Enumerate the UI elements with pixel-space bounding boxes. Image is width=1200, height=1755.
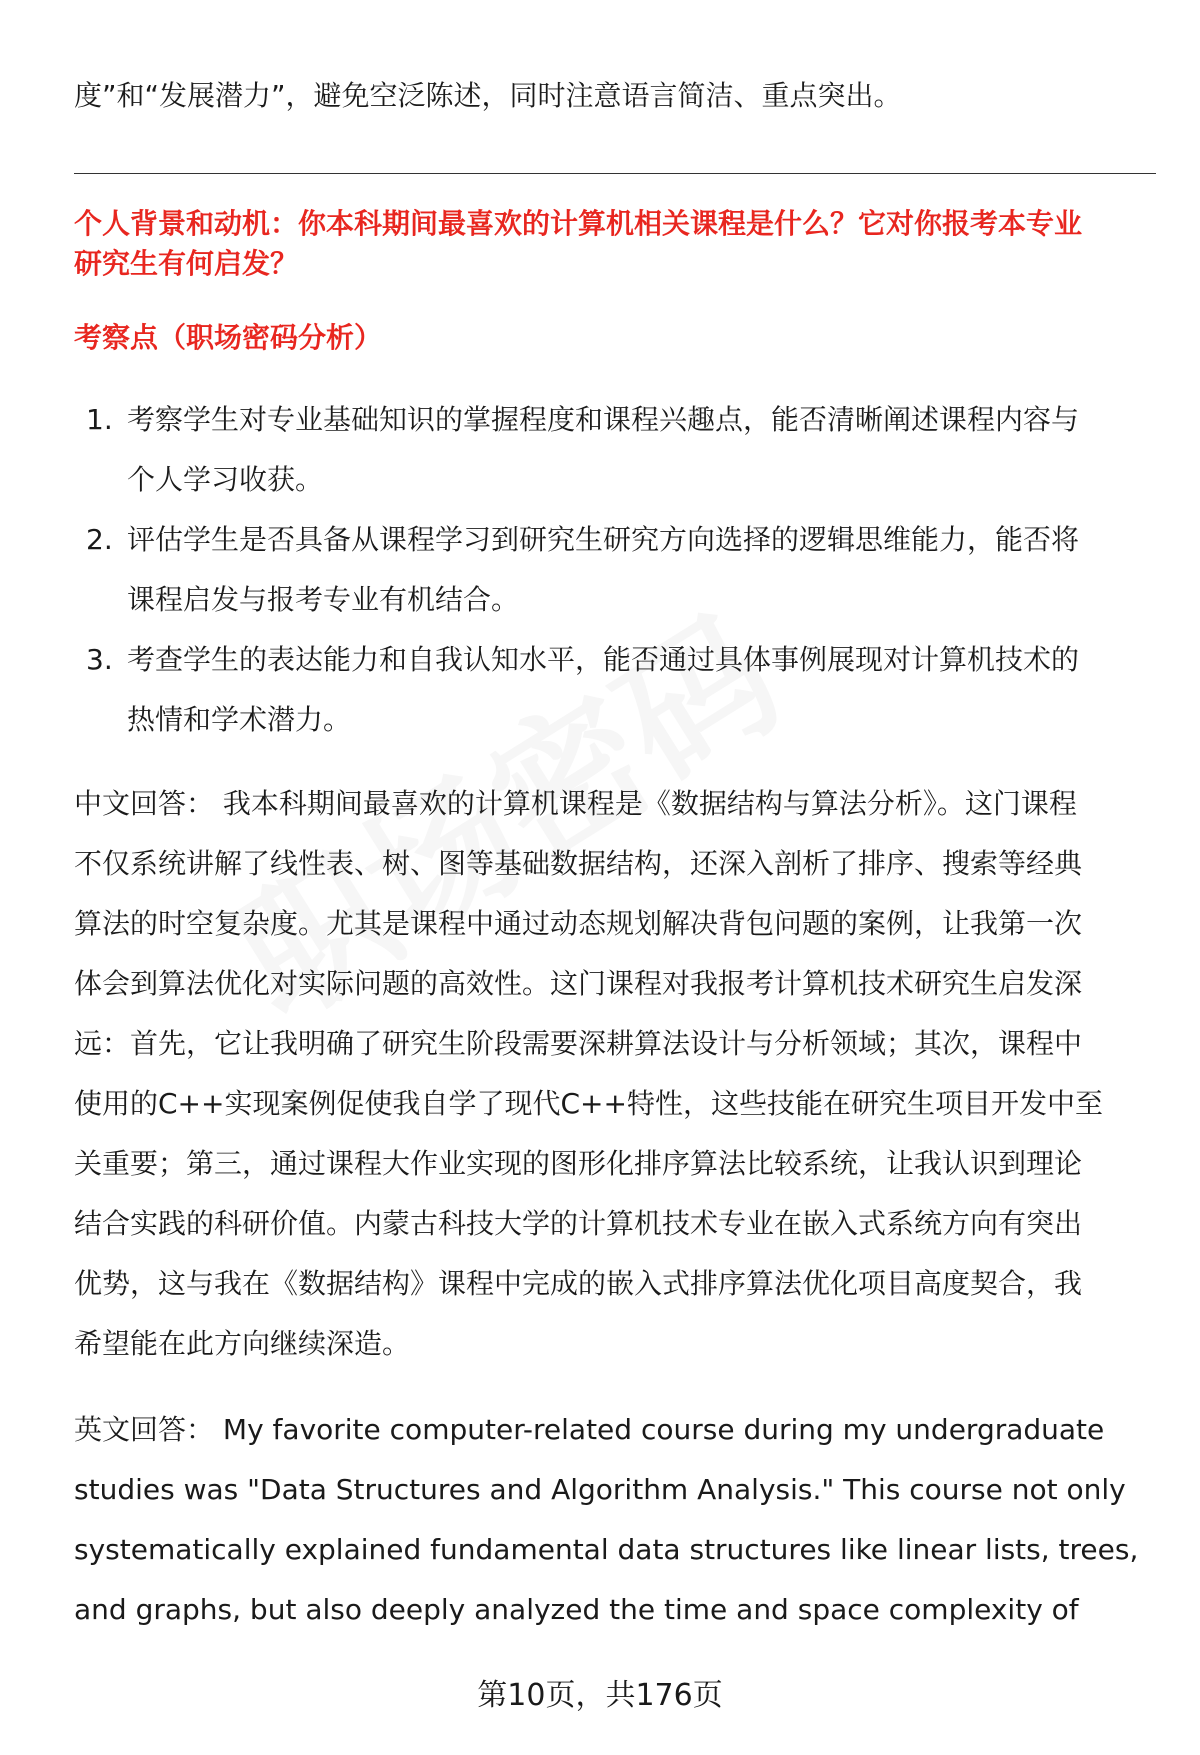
list-item-line: 个人学习收获。	[127, 463, 324, 496]
english-answer-label: 英文回答：	[74, 1413, 215, 1446]
answer-line: 使用的C++实现案例促使我自学了现代C++特性，这些技能在研究生项目开发中至	[74, 1087, 1103, 1120]
list-item-line: 课程启发与报考专业有机结合。	[127, 583, 520, 616]
answer-text: 我本科期间最喜欢的计算机课程是《数据结构与算法分析》。这门课程	[222, 787, 1077, 820]
chinese-answer-label: 中文回答：	[74, 787, 215, 820]
question-title	[74, 204, 1082, 284]
answer-line: 优势，这与我在《数据结构》课程中完成的嵌入式排序算法优化项目高度契合，我	[74, 1267, 1083, 1300]
section-divider	[74, 173, 1156, 174]
intro-line: 度”和“发展潜力”，避免空泛陈述，同时注意语言简洁、重点突出。	[74, 79, 902, 112]
answer-line: studies was "Data Structures and Algorithm Analysis." This course not only	[74, 1473, 1126, 1506]
page-footer: 第10页，共176页	[477, 1678, 723, 1713]
chinese-answer	[74, 774, 1103, 1374]
list-item-line: 热情和学术潜力。	[127, 703, 352, 736]
question-title-line: 个人背景和动机：你本科期间最喜欢的计算机相关课程是什么？它对你报考本专业	[74, 207, 1083, 240]
answer-text: My favorite computer-related course during my undergraduate	[222, 1413, 1105, 1446]
english-answer	[74, 1400, 1138, 1640]
answer-line	[74, 1400, 1138, 1460]
answer-line: 希望能在此方向继续深造。	[74, 1327, 411, 1360]
list-number: 2.	[86, 523, 113, 556]
answer-line	[74, 774, 1103, 834]
list-number: 1.	[86, 403, 113, 436]
list-item	[74, 510, 1079, 630]
document-page	[74, 0, 1156, 1755]
answer-line: 远：首先，它让我明确了研究生阶段需要深耕算法设计与分析领域；其次，课程中	[74, 1027, 1083, 1060]
question-title-line: 研究生有何启发？	[74, 247, 299, 280]
list-item	[74, 390, 1079, 510]
answer-line: 体会到算法优化对实际问题的高效性。这门课程对我报考计算机技术研究生启发深	[74, 967, 1083, 1000]
list-item	[74, 630, 1079, 750]
assessment-title: 考察点（职场密码分析）	[74, 321, 383, 354]
answer-line: 结合实践的科研价值。内蒙古科技大学的计算机技术专业在嵌入式系统方向有突出	[74, 1207, 1083, 1240]
answer-line: 算法的时空复杂度。尤其是课程中通过动态规划解决背包问题的案例，让我第一次	[74, 907, 1083, 940]
list-item-line: 考察学生对专业基础知识的掌握程度和课程兴趣点，能否清晰阐述课程内容与	[127, 403, 1080, 436]
answer-line: 不仅系统讲解了线性表、树、图等基础数据结构，还深入剖析了排序、搜索等经典	[74, 847, 1083, 880]
answer-line: and graphs, but also deeply analyzed the time and space complexity of	[74, 1593, 1079, 1626]
answer-line: systematically explained fundamental data structures like linear lists, trees,	[74, 1533, 1139, 1566]
answer-line: 关重要；第三，通过课程大作业实现的图形化排序算法比较系统，让我认识到理论	[74, 1147, 1083, 1180]
assessment-list	[74, 390, 1079, 750]
list-item-line: 评估学生是否具备从课程学习到研究生研究方向选择的逻辑思维能力，能否将	[127, 523, 1080, 556]
list-item-line: 考查学生的表达能力和自我认知水平，能否通过具体事例展现对计算机技术的	[127, 643, 1080, 676]
list-number: 3.	[86, 643, 113, 676]
